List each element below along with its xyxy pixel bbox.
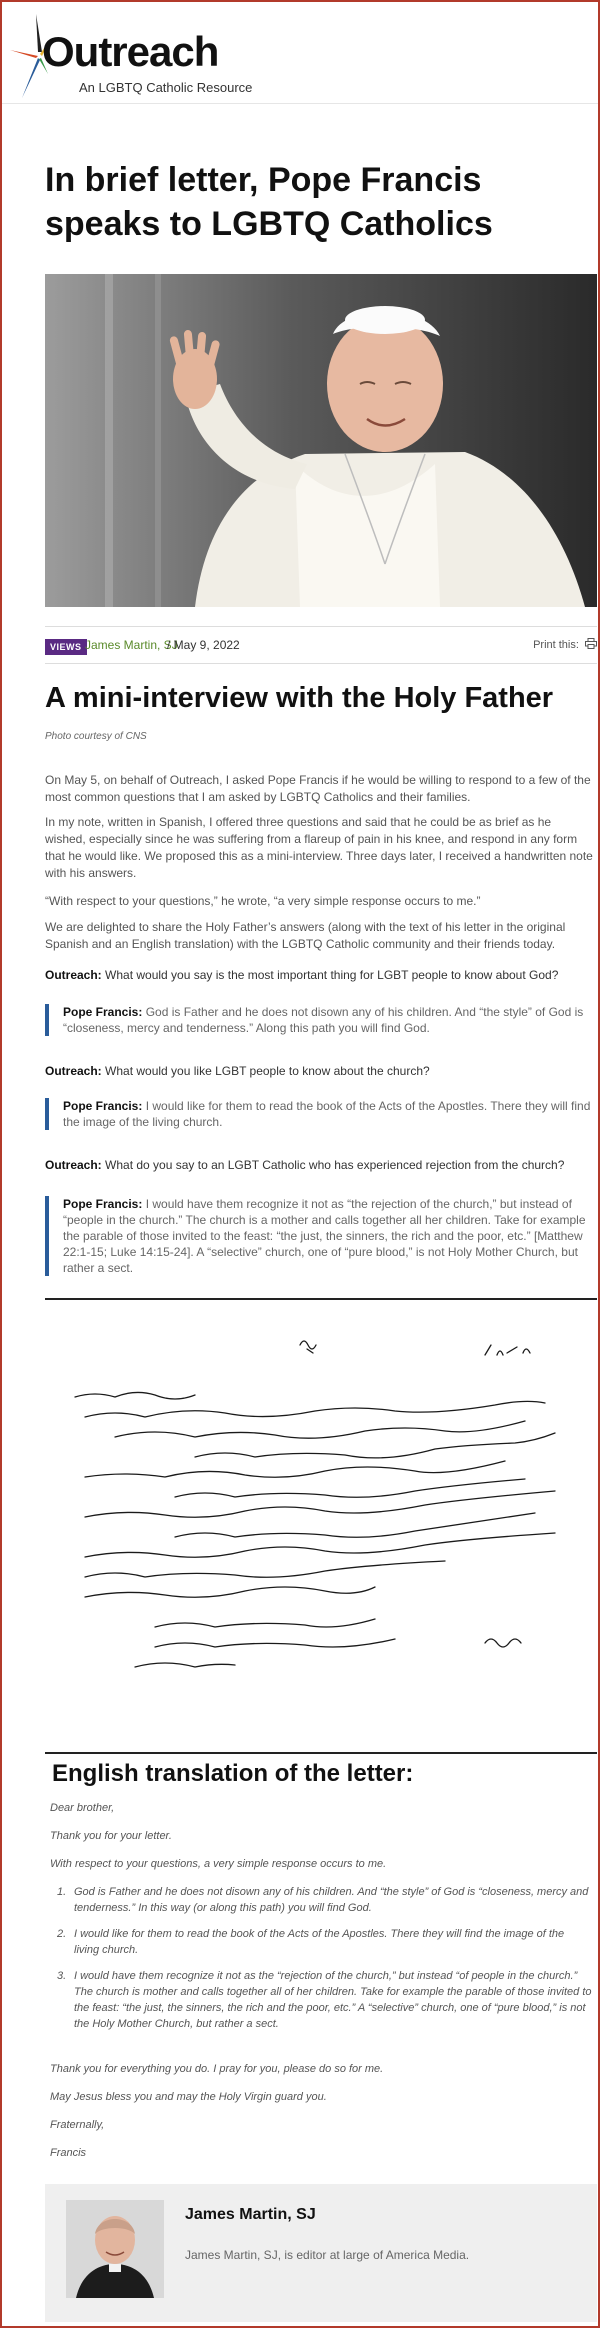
article-subtitle: A mini-interview with the Holy Father bbox=[45, 682, 554, 714]
print-label: Print this: bbox=[533, 639, 579, 651]
interview-answer-2 bbox=[45, 1098, 597, 1130]
translation-signature: Francis bbox=[50, 2147, 87, 2159]
item-number: 3. bbox=[57, 1970, 67, 1982]
print-this[interactable] bbox=[533, 638, 597, 651]
body-paragraph-2: In my note, written in Spanish, I offered three questions and said that he could be as brief as he wished, especially since he was suffering from a flareup of pain in his knee, and respond in any form that he would like. We proposed this as a mini-interview. Three days later, I received a handwritten note with his answers. bbox=[45, 815, 593, 880]
handwritten-letter-image bbox=[45, 1305, 597, 1750]
item-text: I would have them recognize it not as the “rejection of the church,” but instead “of people in the church.” The church is mother and calls together all of her children. Take for example the parable of those invited to the feast: “the just, the sinners, the rich and the poor, etc.” A “selective” church, one of “pure blood,” is not the Holy Mother Church, but rather a sect. bbox=[74, 1970, 592, 2030]
answer-text: I would have them recognize it not as “the rejection of the church,” but instead of “people in the church.” The church is a mother and calls together all her children. Take for example the parable of those invited to the feast: “the just, the sinners, the rich and the poor, etc.” [Matthew 22:1-15; Luke 14:15-24]. A “selective” church, one of “pure blood,” is not Holy Mother Church, but rather a sect. bbox=[63, 1197, 586, 1275]
views-category-badge[interactable]: VIEWS bbox=[45, 639, 87, 655]
divider bbox=[45, 1298, 597, 1300]
translation-closing-2: May Jesus bless you and may the Holy Virgin guard you. bbox=[50, 2091, 327, 2103]
body-paragraph-1: On May 5, on behalf of Outreach, I asked Pope Francis if he would be willing to respond to a few of the most common questions that I am asked by LGBTQ Catholics and their families. bbox=[45, 773, 591, 804]
author-bio-card bbox=[45, 2184, 597, 2322]
author-avatar[interactable] bbox=[66, 2200, 164, 2298]
site-header bbox=[0, 0, 600, 104]
question-label: Outreach: bbox=[45, 968, 102, 982]
question-label: Outreach: bbox=[45, 1064, 102, 1078]
interview-answer-3 bbox=[45, 1196, 597, 1276]
article-title: In brief letter, Pope Francis speaks to LGBTQ Catholics bbox=[45, 161, 493, 243]
translation-item-2 bbox=[57, 1926, 592, 1960]
site-logo-title[interactable]: Outreach bbox=[42, 28, 219, 75]
article-meta-bar bbox=[45, 626, 597, 664]
translation-thanks: Thank you for your letter. bbox=[50, 1830, 172, 1842]
author-link[interactable]: James Martin, SJ bbox=[85, 638, 178, 652]
interview-answer-1 bbox=[45, 1004, 597, 1036]
answer-text: God is Father and he does not disown any of his children. And “the style” of God is “closeness, mercy and tenderness.” Along this path you will find God. bbox=[63, 1005, 584, 1035]
question-text: What do you say to an LGBT Catholic who has experienced rejection from the church? bbox=[101, 1158, 565, 1172]
translation-intro: With respect to your questions, a very simple response occurs to me. bbox=[50, 1858, 387, 1870]
item-number: 1. bbox=[57, 1886, 67, 1898]
publish-date: / May 9, 2022 bbox=[167, 638, 240, 652]
translation-closing-3: Fraternally, bbox=[50, 2119, 105, 2131]
answer-label: Pope Francis: bbox=[63, 1099, 143, 1113]
body-paragraph-4: We are delighted to share the Holy Father’s answers (along with the text of his letter in the original Spanish and an English translation) with the LGBTQ Catholic community and their friends today. bbox=[45, 920, 566, 951]
answer-label: Pope Francis: bbox=[63, 1197, 143, 1211]
question-text: What would you say is the most important thing for LGBT people to know about God? bbox=[101, 968, 559, 982]
translation-closing-1: Thank you for everything you do. I pray for you, please do so for me. bbox=[50, 2063, 384, 2075]
item-number: 2. bbox=[57, 1928, 67, 1940]
translation-title: English translation of the letter: bbox=[52, 1760, 414, 1787]
item-text: I would like for them to read the book of the Acts of the Apostles. There they will find the image of the living church. bbox=[74, 1928, 565, 1956]
interview-question-1 bbox=[45, 967, 593, 984]
printer-icon[interactable] bbox=[585, 638, 597, 649]
site-logo-subtitle: An LGBTQ Catholic Resource bbox=[79, 80, 253, 95]
question-label: Outreach: bbox=[45, 1158, 102, 1172]
pope-illustration bbox=[45, 274, 597, 607]
answer-text: I would like for them to read the book of the Acts of the Apostles. There they will find the image of the living church. bbox=[63, 1099, 591, 1129]
interview-question-3 bbox=[45, 1157, 593, 1174]
item-text: God is Father and he does not disown any of his children. And “the style” of God is “closeness, mercy and tenderness.” In this way (or along this path) you will find God. bbox=[74, 1886, 589, 1914]
divider bbox=[45, 1752, 597, 1754]
question-text: What would you like LGBT people to know about the church? bbox=[101, 1064, 430, 1078]
letter-scribbles bbox=[45, 1305, 597, 1750]
translation-greeting: Dear brother, bbox=[50, 1802, 115, 1814]
photo-caption: Photo courtesy of CNS bbox=[45, 731, 147, 742]
answer-label: Pope Francis: bbox=[63, 1005, 143, 1019]
author-description: James Martin, SJ, is editor at large of America Media. bbox=[185, 2248, 470, 2262]
translation-item-1 bbox=[57, 1884, 592, 1918]
body-paragraph-3: “With respect to your questions,” he wrote, “a very simple response occurs to me.” bbox=[45, 894, 481, 908]
hero-photo-pope bbox=[45, 274, 597, 607]
author-name[interactable]: James Martin, SJ bbox=[185, 2206, 316, 2223]
translation-item-3 bbox=[57, 1968, 592, 2036]
interview-question-2 bbox=[45, 1063, 593, 1080]
